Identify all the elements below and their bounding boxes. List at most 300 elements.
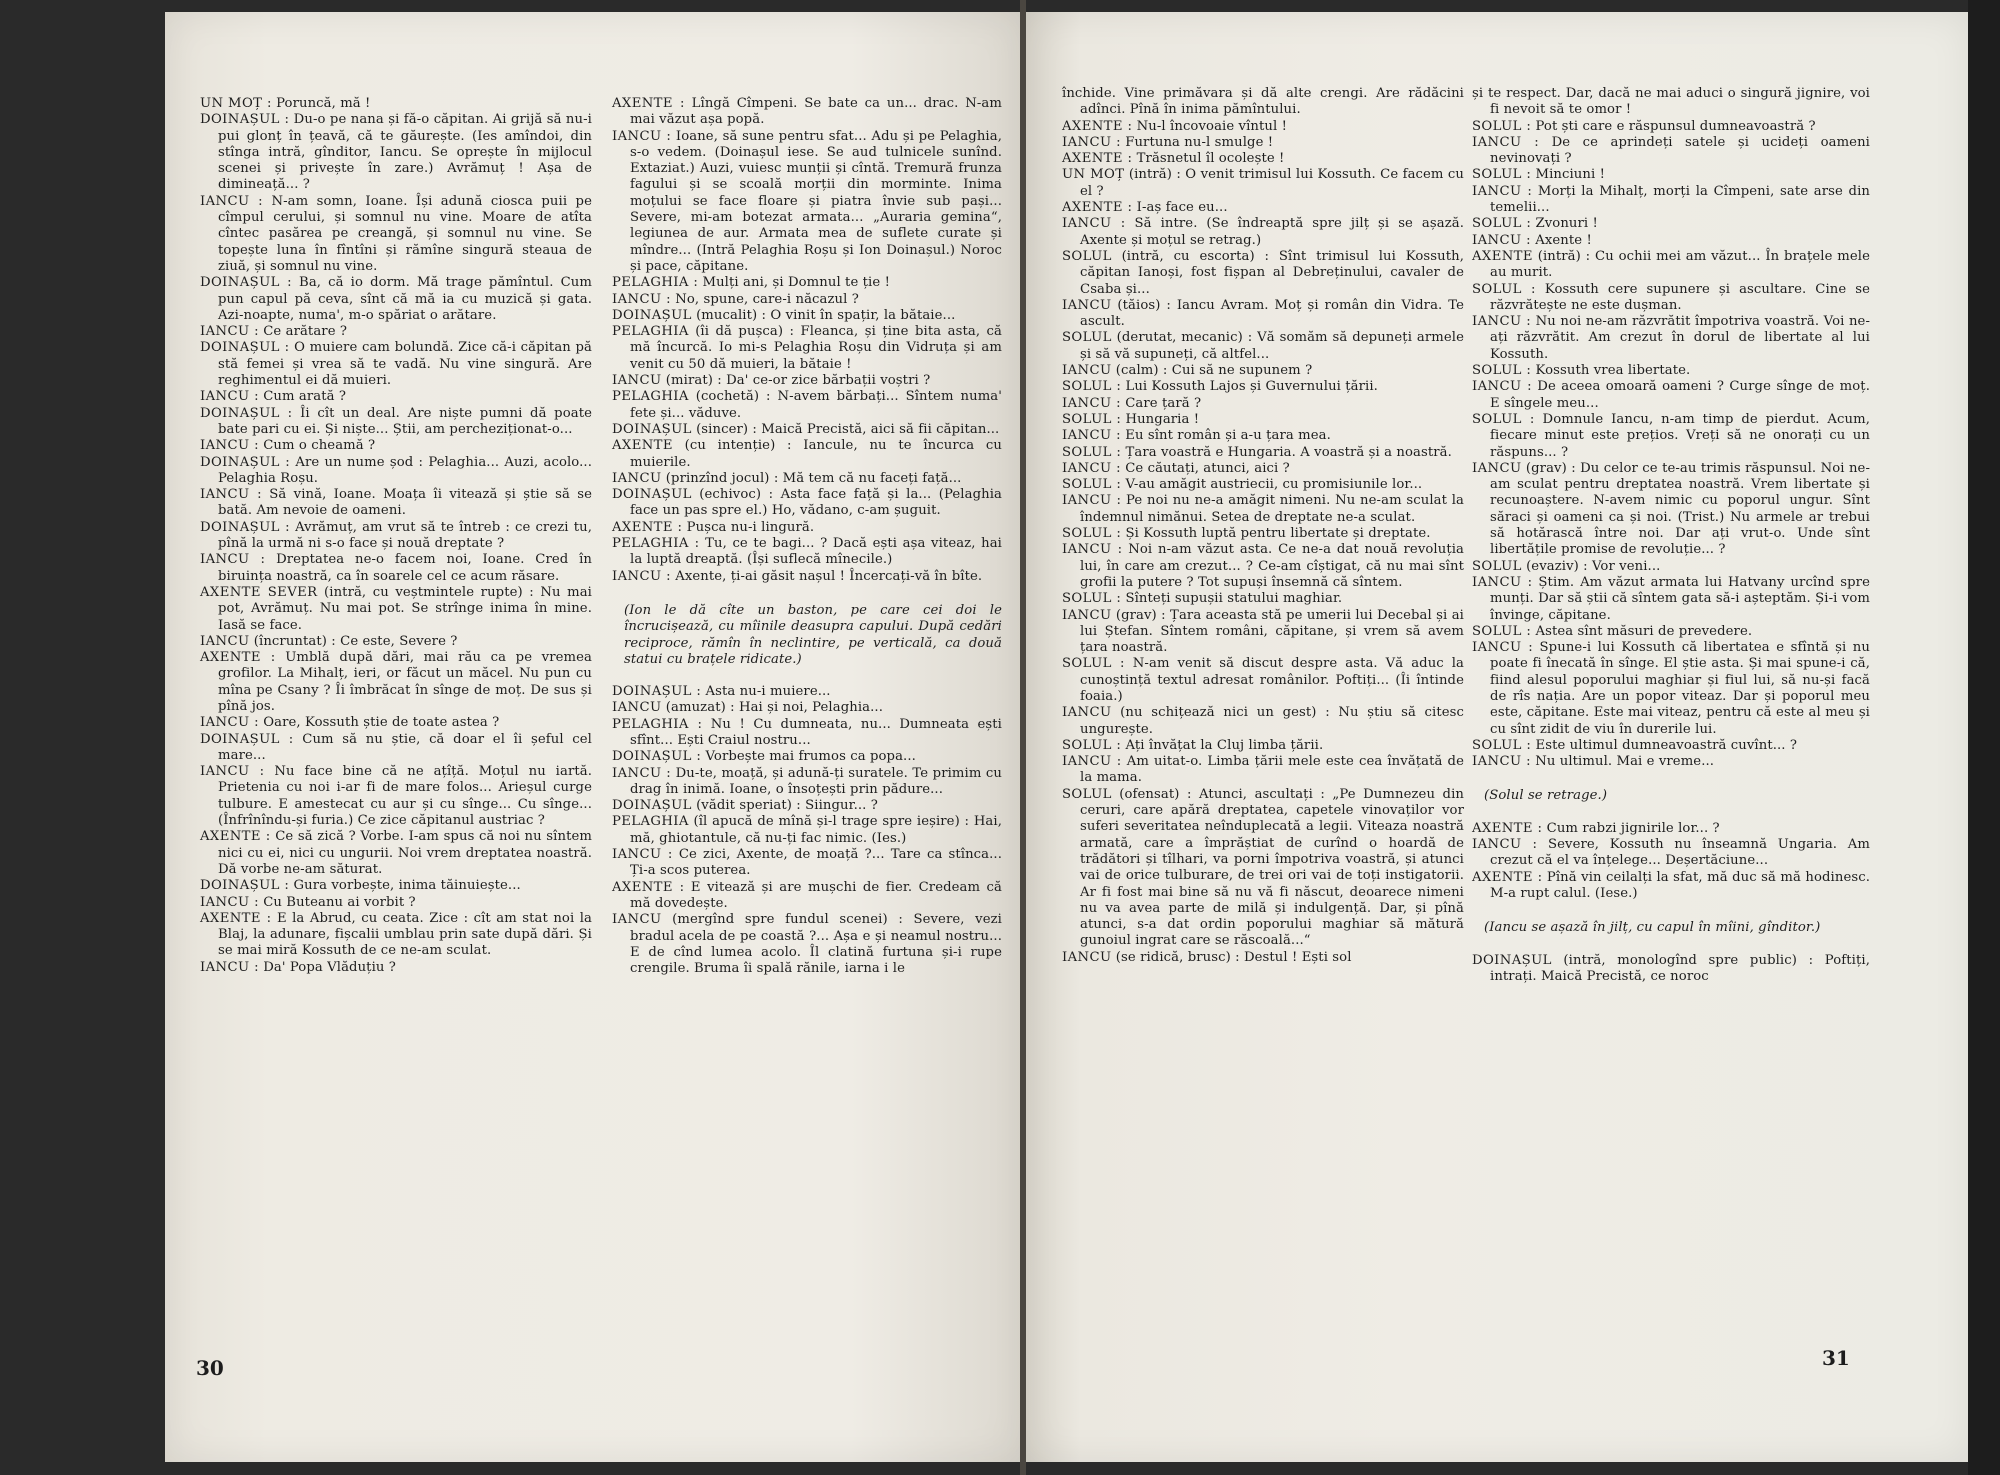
dialogue-line xyxy=(200,340,592,389)
dialogue-line xyxy=(1062,477,1464,493)
dialogue-line xyxy=(1472,86,1870,119)
dialogue-text: (nu schițează nici un gest) : Nu știu să citesc ungurește. xyxy=(1080,705,1465,737)
dialogue-line xyxy=(1472,624,1870,640)
dialogue-line xyxy=(200,96,592,112)
dialogue-text: Hungaria ! xyxy=(1125,411,1200,427)
speaker-name: IANCU : xyxy=(612,291,671,307)
dialogue-line xyxy=(200,911,592,960)
dialogue-text: Furtuna nu-l smulge ! xyxy=(1125,134,1274,150)
speaker-name: DOINAȘUL : xyxy=(200,878,290,894)
dialogue-text: Ba, că io dorm. Mă trage pămîntul. Cum pun capul pă ceva, sînt că mă ia cu muzică și gata. Azi-noapte, numa', m-o spăriat o arătare. xyxy=(218,275,592,323)
dialogue-text: Mulți ani, și Domnul te ție ! xyxy=(702,275,890,291)
speaker-name: SOLUL : xyxy=(1472,737,1532,753)
speaker-name: DOINAȘUL xyxy=(1472,952,1552,968)
dialogue-text: (prinzînd jocul) : Mă tem că nu faceți față... xyxy=(665,470,962,486)
dialogue-text: închide. Vine primăvara și dă alte crengi. Are rădăcini adînci. Pînă în inima pămîntului. xyxy=(1062,86,1464,118)
dialogue-text: Ce zici, Axente, de moață ?... Tare ca stînca... Ți-a scos puterea. xyxy=(630,847,1003,879)
dialogue-text: Eu sînt român și a-u țara mea. xyxy=(1125,428,1331,444)
speaker-name: IANCU : xyxy=(200,324,259,340)
stage-direction: (Ion le dă cîte un baston, pe care cei doi le încrucișează, cu mîinile deasupra capului. După cedări reciproce, rămîn în neclintire, pe verticală, ca două statui cu brațele ridicate.) xyxy=(624,602,1002,667)
speaker-name: IANCU xyxy=(612,470,662,486)
dialogue-line xyxy=(200,455,592,488)
dialogue-line xyxy=(1062,754,1464,787)
speaker-name: AXENTE : xyxy=(1062,118,1133,134)
dialogue-text: Să intre. (Se îndreaptă spre jilț și se așază. Axente și moțul se retrag.) xyxy=(1080,216,1465,248)
speaker-name: AXENTE : xyxy=(612,96,685,111)
speaker-name: IANCU : xyxy=(1062,428,1121,444)
dialogue-text: (mergînd spre fundul scenei) : Severe, vezi bradul acela de pe coastă ?... Așa e și neamul nostru... E de cînd lumea acolo. Îl clatină furtuna și-i rupe crengile. Bruma îi spală rănile, iarna i le xyxy=(630,912,1002,977)
dialogue-line xyxy=(200,552,592,585)
speaker-name: IANCU : xyxy=(200,193,264,209)
speaker-name: IANCU : xyxy=(1472,640,1534,656)
dialogue-line xyxy=(612,536,1002,569)
dialogue-line xyxy=(1472,754,1870,770)
dialogue-text: Domnule Iancu, n-am timp de pierdut. Acum, fiecare minut este prețios. Vreți să ne onorați cu un răspuns... ? xyxy=(1490,411,1871,460)
speaker-name: PELAGHIA xyxy=(612,324,689,340)
dialogue-text: O muiere cam bolundă. Zice că-i căpitan pă stă femei și vrea să te vadă. Nu vine singură. Are reghimentul ei dă muieri. xyxy=(218,340,592,389)
dialogue-text: Sînteți supușii statului maghiar. xyxy=(1125,591,1343,607)
dialogue-line xyxy=(612,569,1002,585)
speaker-name: DOINAȘUL xyxy=(612,307,692,323)
dialogue-line xyxy=(612,766,1002,799)
dialogue-text: (sincer) : Maică Precistă, aici să fii căpitan... xyxy=(696,421,1000,437)
speaker-name: PELAGHIA : xyxy=(612,275,699,291)
dialogue-line xyxy=(1472,559,1870,575)
speaker-name: AXENTE : xyxy=(200,910,272,926)
dialogue-text: De aceea omoară oameni ? Curge sînge de moț. E sîngele meu... xyxy=(1490,379,1870,411)
stage-direction: (Solul se retrage.) xyxy=(1484,788,1608,804)
page-number-right: 31 xyxy=(1822,1346,1850,1370)
dialogue-text: (derutat, mecanic) : Vă somăm să depuneți armele și să vă supuneți, că altfel... xyxy=(1080,330,1464,362)
speaker-name: AXENTE : xyxy=(612,879,685,895)
speaker-name: AXENTE : xyxy=(612,519,683,535)
dialogue-line xyxy=(1472,575,1870,624)
speaker-name: DOINAȘUL : xyxy=(612,749,702,765)
dialogue-line xyxy=(1472,640,1870,738)
speaker-name: SOLUL xyxy=(1472,558,1522,574)
speaker-name: PELAGHIA xyxy=(612,814,689,830)
speaker-name: PELAGHIA : xyxy=(612,716,703,732)
dialogue-text: Pot ști care e răspunsul dumneavoastră ? xyxy=(1535,118,1816,134)
dialogue-line xyxy=(612,717,1002,750)
dialogue-line xyxy=(1062,200,1464,216)
dialogue-text: Axente, ți-ai găsit nașul ! Încercați-vă în bîte. xyxy=(675,568,983,584)
dialogue-text: Are un nume șod : Pelaghia... Auzi, acolo... Pelaghia Roșu. xyxy=(218,454,592,486)
dialogue-line xyxy=(612,880,1002,913)
dialogue-line xyxy=(1472,167,1870,183)
speaker-name: SOLUL : xyxy=(1062,526,1122,542)
dialogue-text: Severe, Kossuth nu înseamnă Ungaria. Am crezut că el va înțelege... Deșertăciune... xyxy=(1490,837,1870,869)
dialogue-text: Pușca nu-i lingură. xyxy=(686,519,815,535)
dialogue-line xyxy=(1472,135,1870,168)
speaker-name: IANCU : xyxy=(1062,493,1122,509)
dialogue-text: Oare, Kossuth știe de toate astea ? xyxy=(263,715,500,731)
speaker-name: IANCU xyxy=(1062,949,1112,965)
speaker-name: SOLUL : xyxy=(1472,623,1532,639)
speaker-name: SOLUL : xyxy=(1472,167,1532,183)
dialogue-text: (vădit speriat) : Siingur... ? xyxy=(696,798,878,814)
dialogue-line xyxy=(1472,233,1870,249)
dialogue-text: Nu face bine că ne ațîță. Moțul nu iartă. Prietenia cu noi i-ar fi de mare folos... Arieșul curge tulbure. E amestecat cu aur și cu sînge... Cu sînge... (Înfrînîndu-și furia.) Ce zice căpitanul austriac ? xyxy=(218,764,593,829)
dialogue-line xyxy=(612,798,1002,814)
dialogue-text: Tu, ce te bagi... ? Dacă ești așa viteaz, hai la luptă dreaptă. (Își suflecă mînecile.) xyxy=(630,536,1002,568)
dialogue-text: Îi cît un deal. Are niște pumni dă poate bate pari cu ei. Și niște... Știi, am percheziționat-o... xyxy=(218,405,592,437)
dialogue-line xyxy=(1472,821,1870,837)
dialogue-line xyxy=(1062,542,1464,591)
speaker-name: IANCU xyxy=(1472,460,1522,476)
speaker-name: DOINAȘUL : xyxy=(612,684,702,700)
dialogue-line xyxy=(200,895,592,911)
speaker-name: DOINAȘUL : xyxy=(200,275,292,291)
dialogue-line xyxy=(1472,216,1870,232)
speaker-name: SOLUL : xyxy=(1062,737,1122,753)
speaker-name: IANCU : xyxy=(1062,395,1121,411)
dialogue-line xyxy=(200,324,592,340)
page-edge-shadow xyxy=(1968,0,2000,1475)
dialogue-text: Am uitat-o. Limba țării mele este cea învățată de la mama. xyxy=(1080,754,1464,786)
speaker-name: DOINAȘUL : xyxy=(200,405,293,421)
left-page-column-2 xyxy=(612,96,1002,1336)
dialogue-line xyxy=(612,324,1002,373)
dialogue-text: Umblă după dări, mai rău ca pe vremea grofilor. La Mihalț, ieri, or făcut un măcel. Nu pun cu mîna pe Csany ? Îi îmbrăcat în sînge de moț. De sus și pînă jos. xyxy=(218,650,592,714)
dialogue-text: Morți la Mihalț, morți la Cîmpeni, sate arse din temelii... xyxy=(1490,183,1870,216)
dialogue-line xyxy=(1062,363,1464,379)
dialogue-text: (cochetă) : N-avem bărbați... Sîntem numa' fete și... văduve. xyxy=(630,389,1002,421)
dialogue-line xyxy=(200,275,592,324)
dialogue-line xyxy=(200,389,592,405)
dialogue-text: Lui Kossuth Lajos și Guvernului țării. xyxy=(1125,379,1378,395)
dialogue-line xyxy=(200,960,592,976)
dialogue-line xyxy=(200,112,592,193)
speaker-name: IANCU : xyxy=(1062,460,1121,476)
dialogue-line xyxy=(200,585,592,634)
dialogue-text: Astea sînt măsuri de prevedere. xyxy=(1535,623,1753,639)
dialogue-text: (tăios) : Iancu Avram. Moț și român din Vidra. Te ascult. xyxy=(1080,297,1465,330)
dialogue-line xyxy=(200,487,592,520)
speaker-name: IANCU : xyxy=(200,389,259,405)
dialogue-line xyxy=(1062,396,1464,412)
speaker-name: DOINAȘUL xyxy=(612,798,692,814)
speaker-name: DOINAȘUL : xyxy=(200,731,294,747)
speaker-name: IANCU : xyxy=(1472,574,1533,590)
dialogue-text: (intră) : O venit trimisul lui Kossuth. Ce facem cu el ? xyxy=(1080,167,1464,199)
dialogue-line xyxy=(612,422,1002,438)
dialogue-text: Gura vorbește, inima tăinuiește... xyxy=(293,878,521,894)
dialogue-text: (mucalit) : O vinit în spațir, la bătaie... xyxy=(696,307,956,323)
speaker-name: SOLUL : xyxy=(1062,411,1122,427)
dialogue-text: Du-o pe nana și fă-o căpitan. Ai grijă să nu-i pui glonț în țeavă, că te găurește. (Ies amîndoi, din stînga intră, gînditor, Iancu. Se oprește în mijlocul scenei și privește în zare.) Avrămuț ! Așa de dimineață... ? xyxy=(218,112,592,193)
speaker-name: AXENTE : xyxy=(1062,151,1133,167)
speaker-name: IANCU : xyxy=(200,552,266,568)
dialogue-text: I-aș face eu... xyxy=(1136,200,1228,216)
dialogue-text: Kossuth cere supunere și ascultare. Cine se răzvrătește ne este dușman. xyxy=(1490,281,1871,313)
speaker-name: SOLUL : xyxy=(1062,656,1125,672)
dialogue-line xyxy=(612,487,1002,520)
speaker-name: SOLUL : xyxy=(1472,281,1536,297)
dialogue-line xyxy=(1062,330,1464,363)
speaker-name: IANCU xyxy=(612,373,662,389)
speaker-name: IANCU : xyxy=(1472,183,1533,199)
dialogue-line xyxy=(200,764,592,829)
dialogue-text: (echivoc) : Asta face față și la... (Pelaghia face un pas spre el.) Ho, vădano, c-am șuguit. xyxy=(630,487,1003,519)
speaker-name: IANCU xyxy=(612,912,662,928)
right-page-column-1 xyxy=(1062,86,1464,1328)
speaker-name: DOINAȘUL : xyxy=(200,340,290,356)
dialogue-line xyxy=(1062,950,1464,966)
speaker-name: IANCU : xyxy=(612,128,672,144)
dialogue-line xyxy=(1472,870,1870,903)
dialogue-text: N-am venit să discut despre asta. Vă aduc la cunoștință textul adresat românilor. Poftiți... (Îi întinde foaia.) xyxy=(1080,656,1465,704)
dialogue-line xyxy=(612,389,1002,422)
dialogue-line xyxy=(1472,184,1870,217)
dialogue-line xyxy=(1472,953,1870,986)
dialogue-text: Cu Buteanu ai vorbit ? xyxy=(263,894,416,910)
dialogue-line xyxy=(612,96,1002,129)
dialogue-line xyxy=(612,912,1002,977)
dialogue-line xyxy=(612,438,1002,471)
speaker-name: SOLUL : xyxy=(1062,379,1122,395)
page-number-left: 30 xyxy=(196,1356,224,1380)
speaker-name: IANCU : xyxy=(612,568,671,584)
dialogue-text: V-au amăgit austriecii, cu promisiunile lor... xyxy=(1125,477,1423,493)
speaker-name: IANCU : xyxy=(1472,314,1532,330)
dialogue-text: (intră, monologînd spre public) : Poftiți, intrați. Maică Precistă, ce noroc xyxy=(1490,952,1870,984)
dialogue-line xyxy=(612,308,1002,324)
dialogue-line xyxy=(1472,379,1870,412)
speaker-name: DOINAȘUL : xyxy=(200,454,291,470)
dialogue-line xyxy=(1062,461,1464,477)
dialogue-line xyxy=(612,749,1002,765)
dialogue-text: E la Abrud, cu ceata. Zice : cît am stat noi la Blaj, la adunare, fișcalii umblau prin sate după dări. Și se mai miră Kossuth de ce ne-am sculat. xyxy=(218,910,592,959)
speaker-name: IANCU : xyxy=(200,715,259,731)
dialogue-text: Nu ! Cu dumneata, nu... Dumneata ești sfînt... Ești Craiul nostru... xyxy=(630,716,1002,748)
speaker-name: IANCU : xyxy=(200,959,259,975)
dialogue-text: Poruncă, mă ! xyxy=(276,96,371,111)
speaker-name: IANCU : xyxy=(1472,232,1531,248)
dialogue-text: (grav) : Du celor ce te-au trimis răspunsul. Noi ne-am sculat pentru dreptatea noastră. Vrem libertate și recunoaștere. N-avem nimic cu poporul ungur. Sînt săraci și oameni ca și noi. (Trist.) Nu armele ar trebui să hotărască între noi. Dar ați vrut-o. Unde sînt libertățile promise de revoluție... ? xyxy=(1490,460,1870,558)
dialogue-line xyxy=(1062,526,1464,542)
dialogue-line xyxy=(1472,412,1870,461)
dialogue-line xyxy=(1472,249,1870,282)
dialogue-text: Avrămuț, am vrut să te întreb : ce crezi tu, pînă la urmă ni s-o face și nouă dreptate ? xyxy=(218,519,592,552)
dialogue-line xyxy=(200,829,592,878)
speaker-name: IANCU xyxy=(612,700,662,716)
speaker-name: IANCU : xyxy=(1472,754,1531,770)
speaker-name: DOINAȘUL xyxy=(612,421,692,437)
dialogue-text: Și Kossuth luptă pentru libertate și dreptate. xyxy=(1125,526,1431,542)
speaker-name: IANCU xyxy=(1062,607,1112,623)
dialogue-line xyxy=(200,406,592,439)
speaker-name: AXENTE xyxy=(612,438,673,454)
dialogue-text: Pînă vin ceilalți la sfat, mă duc să mă hodinesc. M-a rupt calul. (Iese.) xyxy=(1490,869,1870,901)
dialogue-text: Dreptatea ne-o facem noi, Ioane. Cred în biruința noastră, ca în soarele cel ce acum răsare. xyxy=(218,552,592,584)
dialogue-text: De ce aprindeți satele și ucideți oameni nevinovați ? xyxy=(1490,134,1870,167)
book-spine xyxy=(1020,0,1026,1475)
speaker-name: IANCU : xyxy=(200,438,259,454)
dialogue-line xyxy=(1062,705,1464,738)
dialogue-text: Asta nu-i muiere... xyxy=(705,684,831,700)
dialogue-line xyxy=(612,814,1002,847)
speaker-name: AXENTE : xyxy=(200,829,271,845)
dialogue-text: Ați învățat la Cluj limba țării. xyxy=(1125,737,1324,753)
speaker-name: AXENTE : xyxy=(1472,869,1543,885)
dialogue-text: Minciuni ! xyxy=(1535,167,1605,183)
dialogue-text: Trăsnetul îl ocolește ! xyxy=(1136,151,1285,167)
speaker-name: IANCU xyxy=(200,633,250,649)
dialogue-line xyxy=(1062,298,1464,331)
speaker-name: DOINAȘUL : xyxy=(200,519,290,535)
dialogue-text: (ofensat) : Atunci, ascultați : „Pe Dumnezeu din ceruri, care apără dreptatea, capetele vinovaților vor suferi severitatea neînduplecată a legii. Viteaza noastră armată, care a împrăștiat de curînd o hoardă de trădători și tîlhari, va porni împotriva voastră, și atunci vai de orice tulburare, de trei ori vai de toți instigatorii. Ar fi fost mai bine să nu vă fi născut, deoarece nimeni nu va avea parte de milă și indulgență. Dar, și pînă atunci, s-a dat ordin poporului maghiar să mătură gunoiul ingrat care se răscoală...“ xyxy=(1080,786,1464,949)
dialogue-text: No, spune, care-i năcazul ? xyxy=(675,291,859,307)
dialogue-text: Da' Popa Vlăduțiu ? xyxy=(263,959,396,975)
dialogue-line xyxy=(612,292,1002,308)
dialogue-text: Nu ultimul. Mai e vreme... xyxy=(1535,754,1715,770)
speaker-name: IANCU : xyxy=(200,764,265,780)
dialogue-text: (cu intenție) : Iancule, nu te încurca cu muierile. xyxy=(630,438,1002,470)
dialogue-text: N-am somn, Ioane. Își adună ciosca puii pe cîmpul cerului, și somnul nu vine. Moare de atîta cîntec pasărea pe creangă, și somnul nu vine. Se topește luna în fîntîni și rămîne singură steaua de ziuă, și somnul nu vine. xyxy=(218,193,593,274)
dialogue-text: Lîngă Cîmpeni. Se bate ca un... drac. N-am mai văzut așa popă. xyxy=(630,96,1002,128)
speaker-name: SOLUL xyxy=(1062,786,1112,802)
speaker-name: IANCU : xyxy=(200,894,259,910)
dialogue-text: Cum arată ? xyxy=(263,389,347,405)
dialogue-line xyxy=(1472,282,1870,315)
speaker-name: IANCU xyxy=(1062,363,1112,379)
dialogue-text: (intră) : Cu ochii mei am văzut... În brațele mele au murit. xyxy=(1490,248,1870,281)
speaker-name: SOLUL : xyxy=(1472,216,1532,232)
dialogue-line xyxy=(1062,445,1464,461)
dialogue-text: Ce să zică ? Vorbe. I-am spus că noi nu sîntem nici cu ei, nici cu ungurii. Noi vrem dreptatea noastră. Dă vorbe ne-am săturat. xyxy=(218,829,592,877)
dialogue-line xyxy=(612,275,1002,291)
dialogue-line xyxy=(1062,151,1464,167)
dialogue-text: Știm. Am văzut armata lui Hatvany urcînd spre munți. Dar să știi că sîntem gata să-i așteptăm. Și-i vom învinge, căpitane. xyxy=(1490,574,1870,623)
dialogue-text: Care țară ? xyxy=(1125,395,1202,411)
dialogue-line xyxy=(612,471,1002,487)
dialogue-text: Nu noi ne-am răzvrătit împotriva voastră. Voi ne-ați răzvrătit. Am crezut în dorul de libertate al lui Kossuth. xyxy=(1490,314,1870,362)
dialogue-line xyxy=(612,847,1002,880)
dialogue-line xyxy=(1472,837,1870,870)
dialogue-text: Ioane, să sune pentru sfat... Adu și pe Pelaghia, s-o vedem. (Doinașul iese. Se aud tulnicele sunînd. Extaziat.) Auzi, vuiesc munții și cîntă. Tremură frunza fagului și se scoală morții din morminte. Inima moțului se face floare și piatra învie sub pași... Severe, mi-am botezat armata... „Auraria gemina“, legiunea de aur. Armata mea de suflete curate și mîndre... (Intră Pelaghia Roșu și Ion Doinașul.) Noroc și pace, căpitane. xyxy=(630,128,1002,274)
dialogue-text: Noi n-am văzut asta. Ce ne-a dat nouă revoluția lui, în care am crezut... ? Ce-am cîștigat, că nu mai sînt grofii la putere ? Tot supuși însemnă că sîntem. xyxy=(1080,542,1464,590)
dialogue-line xyxy=(200,634,592,650)
speaker-name: IANCU : xyxy=(1062,134,1121,150)
dialogue-line xyxy=(1062,656,1464,705)
speaker-name: IANCU : xyxy=(1472,837,1538,853)
dialogue-line xyxy=(1062,135,1464,151)
dialogue-line xyxy=(1062,493,1464,526)
speaker-name: UN MOȚ xyxy=(1062,167,1125,183)
dialogue-line xyxy=(1062,216,1464,249)
dialogue-text: Cum să nu știe, că doar el îi șeful cel mare... xyxy=(218,731,592,763)
speaker-name: AXENTE : xyxy=(1472,820,1543,836)
dialogue-line xyxy=(200,194,592,275)
speaker-name: SOLUL : xyxy=(1472,363,1532,379)
dialogue-line xyxy=(1062,428,1464,444)
dialogue-line xyxy=(1472,119,1870,135)
dialogue-line xyxy=(200,438,592,454)
speaker-name: IANCU : xyxy=(612,765,672,781)
dialogue-line xyxy=(1062,249,1464,298)
dialogue-text: Este ultimul dumneavoastră cuvînt... ? xyxy=(1535,737,1798,753)
dialogue-text: Axente ! xyxy=(1535,232,1592,248)
dialogue-line xyxy=(200,732,592,765)
speaker-name: UN MOȚ : xyxy=(200,96,272,111)
speaker-name: SOLUL : xyxy=(1472,411,1535,427)
dialogue-text: (îi dă pușca) : Fleanca, și ține bita asta, că mă încurcă. Io mi-s Pelaghia Roșu din Vidruța și am venit cu 50 dă muieri, la bătaie ! xyxy=(630,324,1002,372)
dialogue-text: Nu-l încovoaie vîntul ! xyxy=(1136,118,1288,134)
dialogue-line xyxy=(1062,379,1464,395)
speaker-name: SOLUL : xyxy=(1062,591,1122,607)
dialogue-line xyxy=(200,715,592,731)
dialogue-text: Ce căutați, atunci, aici ? xyxy=(1125,460,1290,476)
dialogue-text: Du-te, moață, și adună-ți suratele. Te primim cu drag în inimă. Ioane, o însoțești prin pădure... xyxy=(630,765,1003,797)
dialogue-text: Vorbește mai frumos ca popa... xyxy=(705,749,916,765)
speaker-name: SOLUL : xyxy=(1062,444,1122,460)
dialogue-text: (grav) : Țara aceasta stă pe umerii lui Decebal și ai lui Ștefan. Sîntem români, căpitane, și vrem să avem țara noastră. xyxy=(1080,607,1464,656)
stage-direction: (Iancu se așază în jilț, cu capul în mîini, gînditor.) xyxy=(1484,920,1821,936)
dialogue-line xyxy=(1472,738,1870,754)
dialogue-text: (se ridică, brusc) : Destul ! Ești sol xyxy=(1115,949,1352,965)
dialogue-line xyxy=(1472,314,1870,363)
dialogue-line xyxy=(612,700,1002,716)
speaker-name: IANCU : xyxy=(1062,754,1122,770)
dialogue-line xyxy=(1062,119,1464,135)
speaker-name: AXENTE : xyxy=(200,650,276,666)
dialogue-line xyxy=(612,520,1002,536)
speaker-name: DOINAȘUL : xyxy=(200,112,290,128)
dialogue-line xyxy=(1062,412,1464,428)
dialogue-line xyxy=(1062,591,1464,607)
left-page-column-1 xyxy=(200,96,592,1336)
speaker-name: IANCU xyxy=(1062,705,1112,721)
dialogue-text: Ce arătare ? xyxy=(263,324,348,340)
dialogue-line xyxy=(1062,787,1464,950)
dialogue-text: (evaziv) : Vor veni... xyxy=(1526,558,1661,574)
speaker-name: IANCU : xyxy=(1062,542,1123,558)
dialogue-text: (amuzat) : Hai și noi, Pelaghia... xyxy=(665,700,884,716)
speaker-name: IANCU : xyxy=(200,487,262,503)
dialogue-text: Cum rabzi jignirile lor... ? xyxy=(1546,820,1720,836)
dialogue-line xyxy=(1062,608,1464,657)
dialogue-line xyxy=(1062,167,1464,200)
dialogue-text: Pe noi nu ne-a amăgit nimeni. Nu ne-am sculat la îndemnul nimănui. Setea de dreptate ne-a sculat. xyxy=(1080,493,1464,525)
dialogue-text: Cum o cheamă ? xyxy=(263,438,376,454)
speaker-name: PELAGHIA xyxy=(612,389,689,405)
dialogue-text: (mirat) : Da' ce-or zice bărbații voștri ? xyxy=(665,373,931,389)
speaker-name: SOLUL : xyxy=(1062,477,1122,493)
speaker-name: IANCU : xyxy=(1472,379,1532,395)
speaker-name: AXENTE SEVER xyxy=(200,584,318,600)
dialogue-text: E vitează și are mușchi de fier. Credeam că mă dovedește. xyxy=(630,879,1003,911)
speaker-name: IANCU : xyxy=(1472,134,1540,150)
speaker-name: IANCU xyxy=(1062,297,1112,313)
speaker-name: SOLUL xyxy=(1062,248,1112,264)
dialogue-line xyxy=(612,684,1002,700)
dialogue-text: (intră, cu veștmintele rupte) : Nu mai pot, Avrămuț. Nu mai pot. Se strînge inima în mine. Iasă se face. xyxy=(218,584,593,633)
dialogue-text: Țara voastră e Hungaria. A voastră și a noastră. xyxy=(1125,444,1452,460)
dialogue-text: Zvonuri ! xyxy=(1535,216,1598,232)
speaker-name: IANCU : xyxy=(1062,216,1126,232)
dialogue-line xyxy=(1062,86,1464,119)
dialogue-text: Să vină, Ioane. Moața îi vitează și știe să se bată. Am nevoie de oameni. xyxy=(218,487,592,519)
dialogue-line xyxy=(612,373,1002,389)
right-page-column-2 xyxy=(1472,86,1870,1146)
dialogue-line xyxy=(1062,738,1464,754)
speaker-name: IANCU : xyxy=(612,847,673,863)
speaker-name: DOINAȘUL xyxy=(612,487,692,503)
dialogue-text: și te respect. Dar, dacă ne mai aduci o singură jignire, voi fi nevoit să te omor ! xyxy=(1472,86,1870,118)
dialogue-text: Kossuth vrea libertate. xyxy=(1535,363,1691,379)
dialogue-text: (calm) : Cui să ne supunem ? xyxy=(1115,363,1313,379)
